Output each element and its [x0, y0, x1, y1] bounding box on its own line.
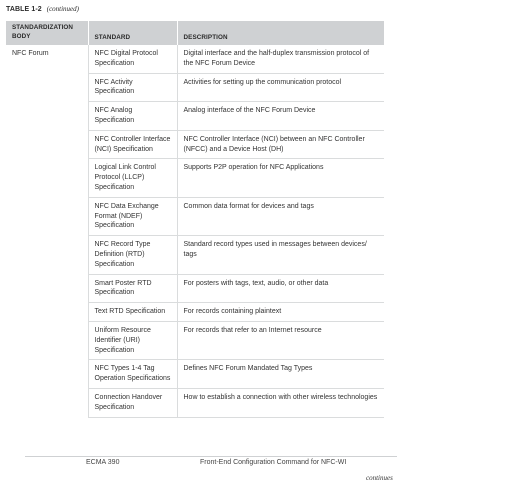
standard-cell: Smart Poster RTD Specification [88, 274, 177, 303]
table-header-row [6, 21, 384, 45]
description-cell: NFC Controller Interface (NCI) between an NFC Controller (NFCC) and a Device Host (DH) [177, 130, 384, 159]
description-cell: For posters with tags, text, audio, or other data [177, 274, 384, 303]
truncated-standard-cell: ECMA 390 [86, 459, 120, 466]
description-cell: For records containing plaintext [177, 303, 384, 322]
table-number: TABLE 1-2 [6, 6, 42, 13]
description-cell: Digital interface and the half-duplex transmission protocol of the NFC Forum Device [177, 45, 384, 73]
standards-table [6, 21, 384, 418]
standard-cell: Text RTD Specification [88, 303, 177, 322]
standard-cell: NFC Types 1-4 Tag Operation Specifications [88, 360, 177, 389]
description-cell: Supports P2P operation for NFC Applications [177, 159, 384, 197]
header-standardization-body: STANDARDIZATION BODY [6, 21, 88, 45]
table-continued-note: (continued) [46, 5, 79, 13]
standard-cell: NFC Digital Protocol Specification [88, 45, 177, 73]
header-description: DESCRIPTION [177, 21, 384, 45]
standard-cell: Logical Link Control Protocol (LLCP) Specification [88, 159, 177, 197]
standardization-body-cell: NFC Forum [6, 45, 88, 417]
truncated-table-row [25, 456, 397, 468]
standard-cell: NFC Analog Specification [88, 102, 177, 131]
description-cell: For records that refer to an Internet resource [177, 321, 384, 359]
description-cell: Analog interface of the NFC Forum Device [177, 102, 384, 131]
standard-cell: NFC Record Type Definition (RTD) Specification [88, 236, 177, 274]
description-cell: Activities for setting up the communication protocol [177, 73, 384, 102]
description-cell: Common data format for devices and tags [177, 197, 384, 235]
standard-cell: NFC Activity Specification [88, 73, 177, 102]
standard-cell: Connection Handover Specification [88, 388, 177, 417]
description-cell: Defines NFC Forum Mandated Tag Types [177, 360, 384, 389]
header-standard: STANDARD [88, 21, 177, 45]
description-cell: Standard record types used in messages between devices/ tags [177, 236, 384, 274]
continues-note: continues [366, 474, 393, 482]
table-caption [6, 4, 79, 15]
description-cell: How to establish a connection with other wireless technologies [177, 388, 384, 417]
table-row [6, 45, 384, 73]
standard-cell: Uniform Resource Identifier (URI) Specification [88, 321, 177, 359]
truncated-description-cell: Front-End Configuration Command for NFC-WI [200, 459, 347, 466]
standard-cell: NFC Data Exchange Format (NDEF) Specification [88, 197, 177, 235]
standard-cell: NFC Controller Interface (NCI) Specification [88, 130, 177, 159]
